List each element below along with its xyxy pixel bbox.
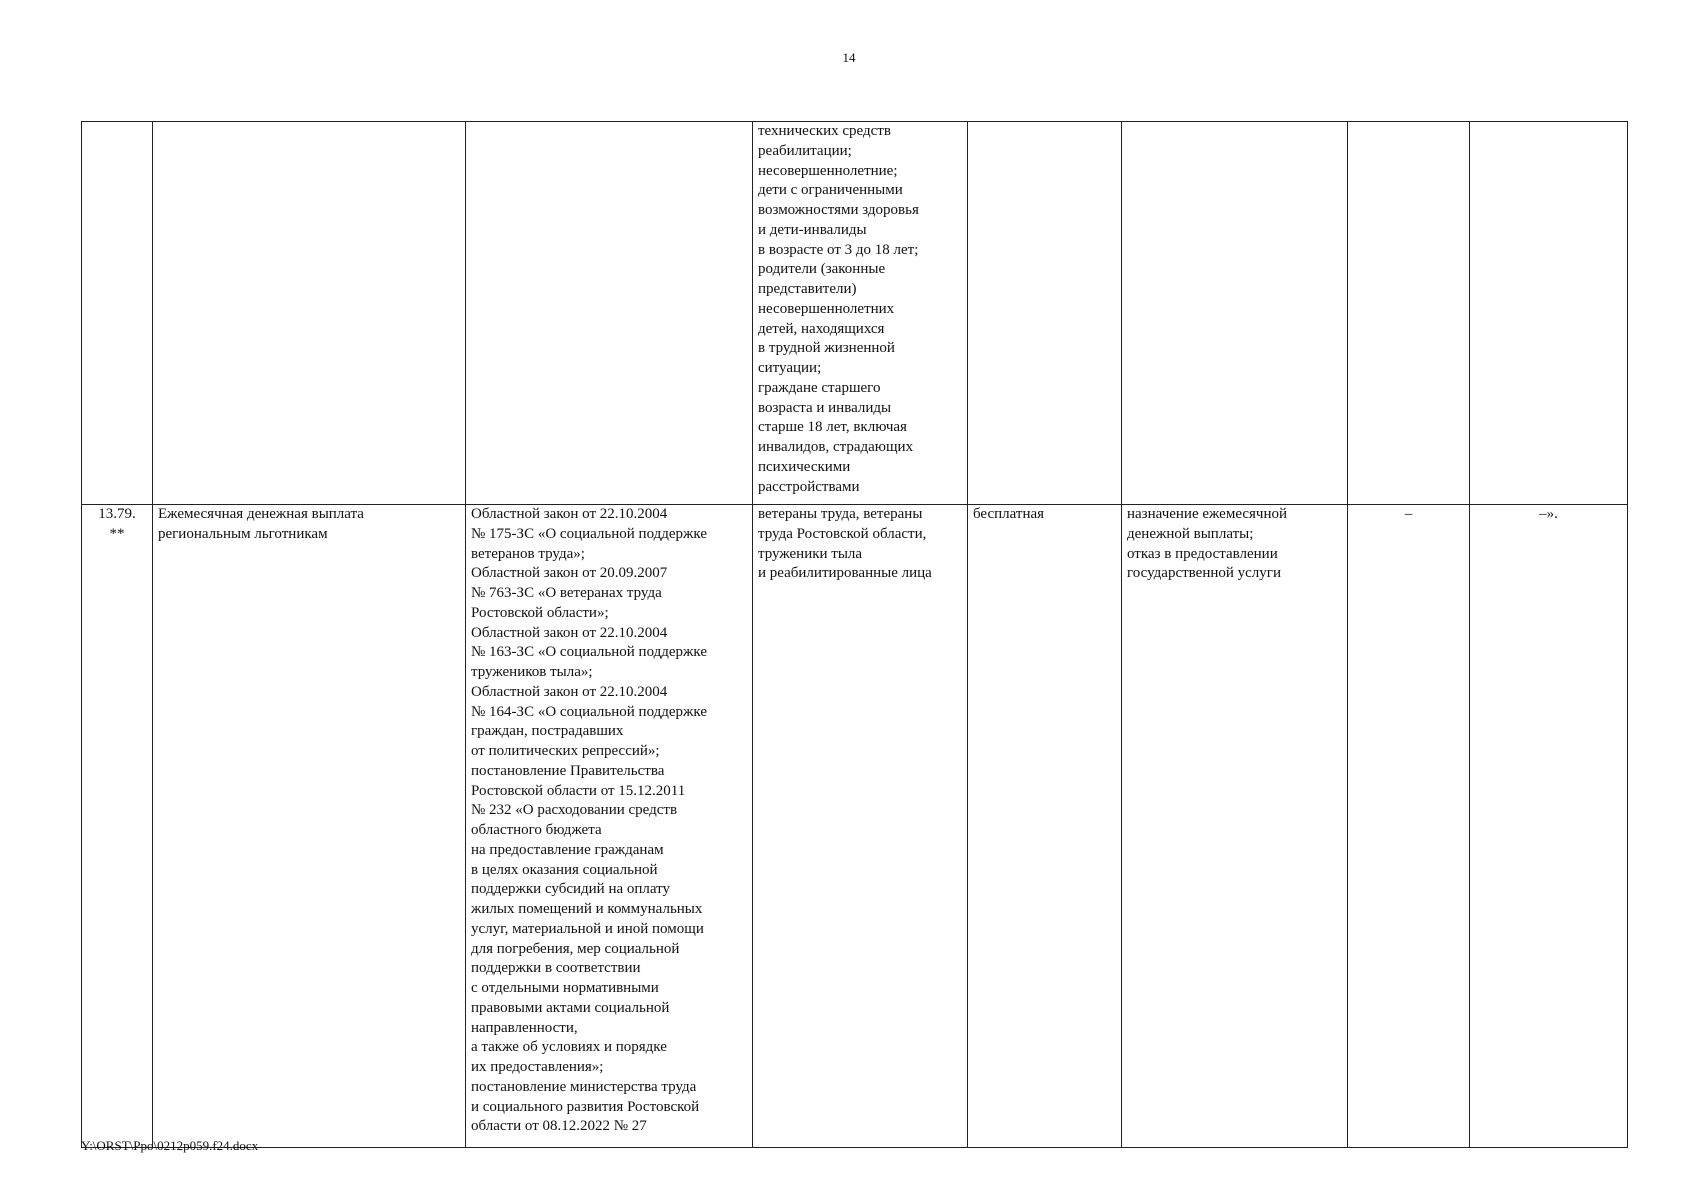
legal-basis-line: № 175-ЗС «О социальной поддержке xyxy=(471,525,707,542)
legal-basis-line: поддержки в соответствии xyxy=(471,960,641,977)
recipients-line: несовершеннолетние; xyxy=(758,162,898,179)
legal-basis-line: Областной закон от 20.09.2007 xyxy=(471,565,668,582)
recipients-line: возраста и инвалиды xyxy=(758,399,892,416)
cell-result xyxy=(1122,122,1348,505)
recipients-line: несовершеннолетних xyxy=(758,300,895,317)
legal-basis-line: ветеранов труда»; xyxy=(471,545,585,562)
cell-number xyxy=(82,122,153,505)
legal-basis-line: тружеников тыла»; xyxy=(471,664,593,680)
legal-basis-line: на предоставление гражданам xyxy=(471,841,664,858)
recipients-line: граждане старшего xyxy=(758,379,881,396)
recipients-line: инвалидов, страдающих xyxy=(758,439,914,455)
legal-basis-line: и социального развития Ростовской xyxy=(471,1098,700,1115)
legal-basis-line: а также об условиях и порядке xyxy=(471,1039,667,1056)
legal-basis-line: направленности, xyxy=(471,1019,578,1036)
cell-recipients xyxy=(753,122,968,505)
legal-basis-line: постановление министерства труда xyxy=(471,1078,697,1095)
service-name-line: Ежемесячная денежная выплата xyxy=(158,506,364,522)
recipients-line: родители (законные xyxy=(758,261,886,278)
recipients-line: и дети-инвалиды xyxy=(758,221,867,238)
page-number: 14 xyxy=(842,50,856,65)
recipients-line: в возрасте от 3 до 18 лет; xyxy=(758,241,919,258)
cell-cost xyxy=(968,505,1122,1148)
cell-col8 xyxy=(1470,122,1628,505)
dash-text: – xyxy=(1404,506,1413,522)
recipients-line: детей, находящихся xyxy=(758,320,885,337)
legal-basis-line: Ростовской области от 15.12.2011 xyxy=(471,782,686,799)
legal-basis-line: Областной закон от 22.10.2004 xyxy=(471,506,668,522)
cell-service-name xyxy=(153,505,466,1148)
cell-col7 xyxy=(1348,505,1470,1148)
legal-basis-line: граждан, пострадавших xyxy=(471,723,624,740)
recipients-line: в трудной жизненной xyxy=(758,340,895,357)
legal-basis-line: постановление Правительства xyxy=(471,762,665,779)
cell-cost xyxy=(968,122,1122,505)
legal-basis-line: Областной закон от 22.10.2004 xyxy=(471,683,668,700)
legal-basis-line: правовыми актами социальной xyxy=(471,999,670,1016)
legal-basis-line: их предоставления»; xyxy=(471,1059,604,1075)
result-line: денежной выплаты; xyxy=(1127,525,1254,542)
row-number-line: 13.79. xyxy=(98,506,136,522)
cell-col8 xyxy=(1470,505,1628,1148)
legal-basis-line: Ростовской области»; xyxy=(471,604,609,621)
recipients-line: труда Ростовской области, xyxy=(758,525,927,542)
legal-basis-line: области от 08.12.2022 № 27 xyxy=(471,1118,647,1135)
recipients-line: дети с ограниченными xyxy=(758,182,903,199)
cell-legal-basis xyxy=(466,505,753,1148)
legal-basis-line: поддержки субсидий на оплату xyxy=(471,881,671,898)
cell-legal-basis xyxy=(466,122,753,505)
table-row xyxy=(82,122,1628,505)
recipients-line: технических средств xyxy=(758,123,891,139)
result-line: отказ в предоставлении xyxy=(1127,545,1278,562)
recipients-line: представители) xyxy=(758,281,857,297)
services-table xyxy=(81,121,1628,1148)
cell-col7 xyxy=(1348,122,1470,505)
legal-basis-line: Областной закон от 22.10.2004 xyxy=(471,624,668,641)
legal-basis-line: с отдельными нормативными xyxy=(471,980,659,996)
recipients-line: и реабилитированные лица xyxy=(758,565,932,582)
recipients-line: ветераны труда, ветераны xyxy=(758,506,923,522)
cell-result xyxy=(1122,505,1348,1148)
recipients-line: расстройствами xyxy=(758,478,860,495)
legal-basis-line: в целях оказания социальной xyxy=(471,861,658,878)
legal-basis-line: для погребения, мер социальной xyxy=(471,940,680,957)
legal-basis-line: областного бюджета xyxy=(471,822,602,838)
service-name-line: региональным льготникам xyxy=(158,525,328,542)
row-number-line: ** xyxy=(109,525,125,542)
legal-basis-line: № 164-ЗС «О социальной поддержке xyxy=(471,703,707,720)
table-row xyxy=(82,505,1628,1148)
cell-number xyxy=(82,505,153,1148)
recipients-line: труженики тыла xyxy=(758,545,863,562)
recipients-line: возможностями здоровья xyxy=(758,202,919,218)
legal-basis-line: № 232 «О расходовании средств xyxy=(471,802,678,819)
legal-basis-line: № 763-ЗС «О ветеранах труда xyxy=(471,585,662,601)
cost-text: бесплатная xyxy=(973,506,1045,522)
legal-basis-line: жилых помещений и коммунальных xyxy=(471,901,703,917)
recipients-line: реабилитации; xyxy=(758,142,852,159)
result-line: назначение ежемесячной xyxy=(1127,506,1288,522)
recipients-line: психическими xyxy=(758,458,851,475)
legal-basis-line: услуг, материальной и иной помощи xyxy=(471,920,704,937)
legal-basis-line: от политических репрессий»; xyxy=(471,743,660,759)
result-line: государственной услуги xyxy=(1127,565,1281,582)
recipients-line: старше 18 лет, включая xyxy=(758,419,907,436)
footer-file-path: Y:\ORST\Ppo\0212p059.f24.docx xyxy=(81,1138,259,1153)
cell-service-name xyxy=(153,122,466,505)
closing-text: –». xyxy=(1539,506,1558,522)
cell-recipients xyxy=(753,505,968,1148)
legal-basis-line: № 163-ЗС «О социальной поддержке xyxy=(471,644,707,661)
recipients-line: ситуации; xyxy=(758,360,822,376)
